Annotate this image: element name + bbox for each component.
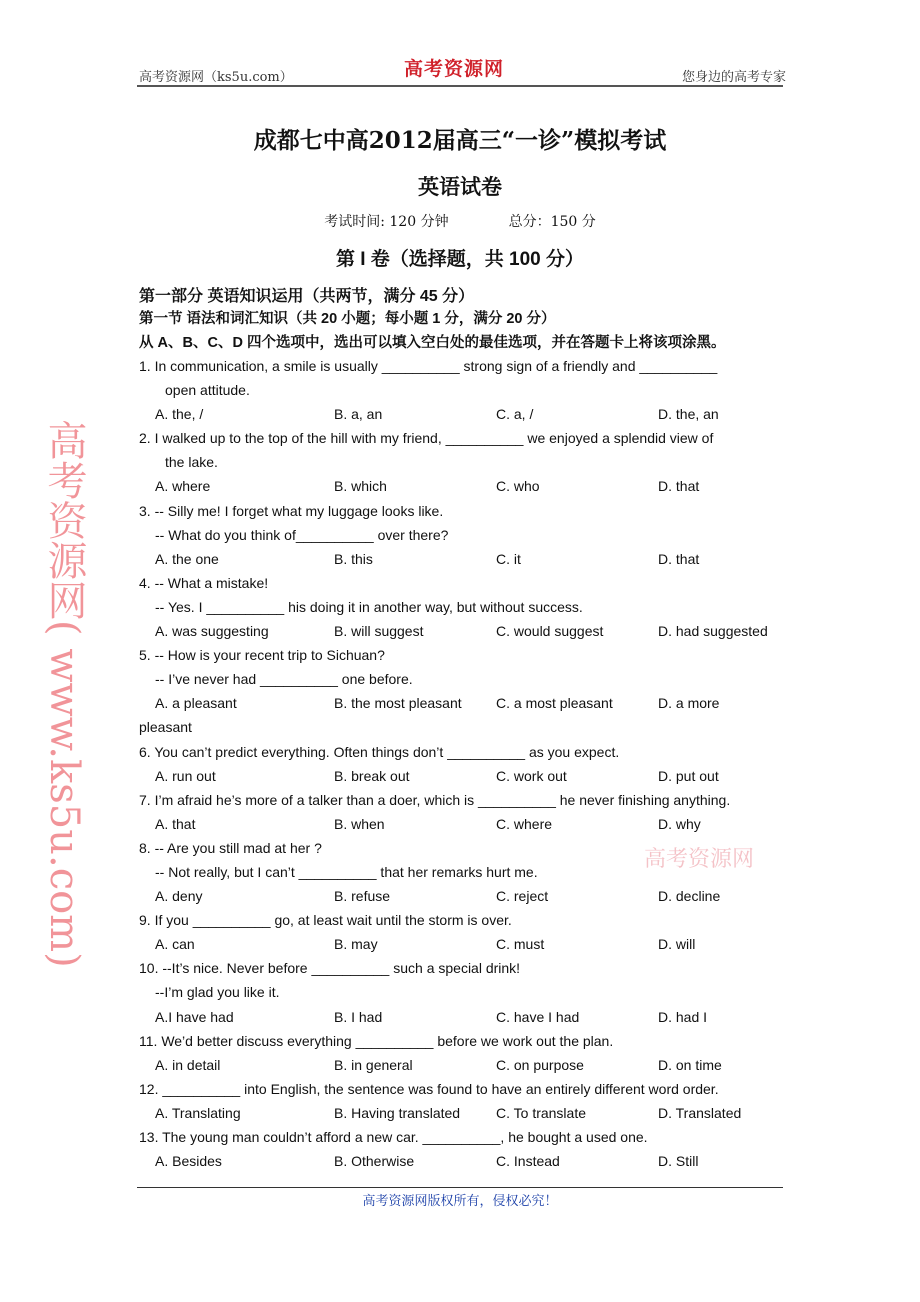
- option-d: D. that: [658, 478, 700, 495]
- question-text: 7. I’m afraid he’s more of a talker than a doer, which is __________ he never finishing anything.: [139, 791, 731, 808]
- options-row: [139, 764, 789, 788]
- option-d: D. on time: [658, 1056, 722, 1073]
- option-b: B. which: [334, 478, 387, 495]
- header-left: 高考资源网（ks5u.com）: [139, 70, 293, 85]
- option-a: A. run out: [155, 767, 216, 784]
- option-c: C. Instead: [496, 1153, 560, 1170]
- options-row: [139, 691, 789, 715]
- options-row: [139, 547, 789, 571]
- option-c: C. reject: [496, 888, 549, 905]
- options-row: [139, 884, 789, 908]
- option-c: C. who: [496, 478, 540, 495]
- question-text: 12. __________ into English, the sentence was found to have an entirely different word order.: [139, 1080, 719, 1097]
- question-text: 2. I walked up to the top of the hill with my friend, __________ we enjoyed a splendid view of: [139, 430, 714, 447]
- question-text: open attitude.: [165, 382, 250, 399]
- option-c: C. on purpose: [496, 1056, 584, 1073]
- question-text: 8. -- Are you still mad at her ?: [139, 839, 322, 856]
- question-text: 6. You can’t predict everything. Often things don’t __________ as you expect.: [139, 743, 620, 760]
- option-d: D. Translated: [658, 1104, 742, 1121]
- option-d: D. decline: [658, 888, 721, 905]
- question: [139, 499, 789, 571]
- option-a: A. can: [155, 936, 195, 953]
- option-d: D. a more: [658, 695, 720, 712]
- question: [139, 354, 789, 426]
- option-b: B. Having translated: [334, 1104, 461, 1121]
- option-c: C. a, /: [496, 406, 534, 423]
- option-b: B. in general: [334, 1056, 413, 1073]
- option-b: B. this: [334, 550, 373, 567]
- options-row: [139, 619, 789, 643]
- option-a: A. the, /: [155, 406, 204, 423]
- option-a: A. was suggesting: [155, 623, 269, 640]
- option-d: D. why: [658, 815, 701, 832]
- option-a: A. that: [155, 815, 196, 832]
- option-d: D. the, an: [658, 406, 719, 423]
- question: [139, 908, 789, 956]
- options-row: [139, 932, 789, 956]
- option-c: C. must: [496, 936, 545, 953]
- option-a: A. the one: [155, 550, 219, 567]
- option-a: A. Besides: [155, 1153, 222, 1170]
- option-continuation: pleasant: [139, 719, 192, 736]
- question: [139, 956, 789, 1028]
- option-a: A. Translating: [155, 1104, 241, 1121]
- question-text: 11. We’d better discuss everything __________ before we work out the plan.: [139, 1032, 614, 1049]
- option-b: B. a, an: [334, 406, 383, 423]
- question: [139, 1125, 789, 1173]
- question-text: -- Not really, but I can’t __________ that her remarks hurt me.: [155, 863, 538, 880]
- exam-meta: [0, 211, 920, 231]
- question: [139, 1029, 789, 1077]
- question: [139, 1077, 789, 1125]
- option-b: B. break out: [334, 767, 410, 784]
- options-row: [139, 1053, 789, 1077]
- option-a: A. where: [155, 478, 211, 495]
- option-b: B. will suggest: [334, 623, 424, 640]
- option-a: A. deny: [155, 888, 203, 905]
- exam-title: 成都七中高2012届高三“一诊”模拟考试: [253, 127, 667, 154]
- instruction: 从 A、B、C、D 四个选项中，选出可以填入空白处的最佳选项，并在答题卡上将该项涂黑。: [139, 335, 726, 351]
- section-heading: 第一部分 英语知识运用（共两节，满分 45 分）: [139, 288, 475, 305]
- options-row: [139, 812, 789, 836]
- question-text: 10. --It’s nice. Never before __________ such a special drink!: [139, 960, 521, 977]
- question-text: -- Yes. I __________ his doing it in another way, but without success.: [155, 598, 583, 615]
- part-title: 第 I 卷（选择题，共 100 分）: [335, 249, 585, 270]
- option-a: A. a pleasant: [155, 695, 237, 712]
- header-rule: [137, 85, 783, 87]
- question: [139, 788, 789, 836]
- option-c: C. a most pleasant: [496, 695, 613, 712]
- option-a: A. in detail: [155, 1056, 221, 1073]
- question-text: -- I’ve never had __________ one before.: [155, 671, 413, 688]
- question-text: the lake.: [165, 454, 218, 471]
- options-row: [139, 1149, 789, 1173]
- question-text: -- What do you think of__________ over there?: [155, 526, 449, 543]
- option-b: B. may: [334, 936, 378, 953]
- subsection-heading: 第一节 语法和词汇知识（共 20 小题；每小题 1 分，满分 20 分）: [139, 311, 556, 327]
- question-text: 9. If you __________ go, at least wait until the storm is over.: [139, 912, 512, 929]
- exam-score: 总分：150 分: [508, 214, 596, 230]
- options-row: [139, 1101, 789, 1125]
- option-c: C. where: [496, 815, 553, 832]
- options-row: [139, 474, 789, 498]
- question: [139, 571, 789, 643]
- watermark: 高考资源网( www.ks5u.com): [41, 420, 87, 968]
- option-c: C. To translate: [496, 1104, 587, 1121]
- option-b: B. Otherwise: [334, 1153, 415, 1170]
- footer: 高考资源网版权所有，侵权必究！: [362, 1194, 558, 1209]
- header-right: 您身边的高考专家: [681, 70, 786, 85]
- option-b: B. the most pleasant: [334, 695, 462, 712]
- option-b: B. refuse: [334, 888, 391, 905]
- question: [139, 740, 789, 788]
- stamp: 高考资源网: [644, 847, 755, 872]
- question: [139, 426, 789, 498]
- option-c: C. work out: [496, 767, 567, 784]
- options-row: [139, 1005, 789, 1029]
- exam-time: 考试时间: 120 分钟: [324, 214, 449, 230]
- option-d: D. that: [658, 550, 700, 567]
- question: [139, 643, 789, 739]
- question-text: --I’m glad you like it.: [155, 984, 280, 1001]
- option-d: D. had suggested: [658, 623, 768, 640]
- header-logo: 高考资源网: [404, 58, 505, 80]
- option-c: C. would suggest: [496, 623, 604, 640]
- option-b: B. I had: [334, 1008, 383, 1025]
- question-text: 1. In communication, a smile is usually __________ strong sign of a friendly and __________: [139, 358, 718, 374]
- option-c: C. it: [496, 550, 521, 567]
- option-d: D. put out: [658, 767, 719, 784]
- option-d: D. will: [658, 936, 696, 953]
- option-d: D. had I: [658, 1008, 708, 1025]
- question-text: 5. -- How is your recent trip to Sichuan?: [139, 647, 385, 664]
- option-b: B. when: [334, 815, 385, 832]
- question-text: 4. -- What a mistake!: [139, 574, 269, 591]
- footer-rule: [137, 1187, 783, 1188]
- question-text: 3. -- Silly me! I forget what my luggage looks like.: [139, 502, 444, 519]
- question-text: 13. The young man couldn’t afford a new car. __________, he bought a used one.: [139, 1129, 648, 1145]
- option-a: A.I have had: [155, 1008, 234, 1025]
- option-c: C. have I had: [496, 1008, 580, 1025]
- exam-subtitle: 英语试卷: [418, 174, 502, 199]
- option-d: D. Still: [658, 1153, 699, 1170]
- question-list: [139, 354, 789, 1173]
- options-row: [139, 402, 789, 426]
